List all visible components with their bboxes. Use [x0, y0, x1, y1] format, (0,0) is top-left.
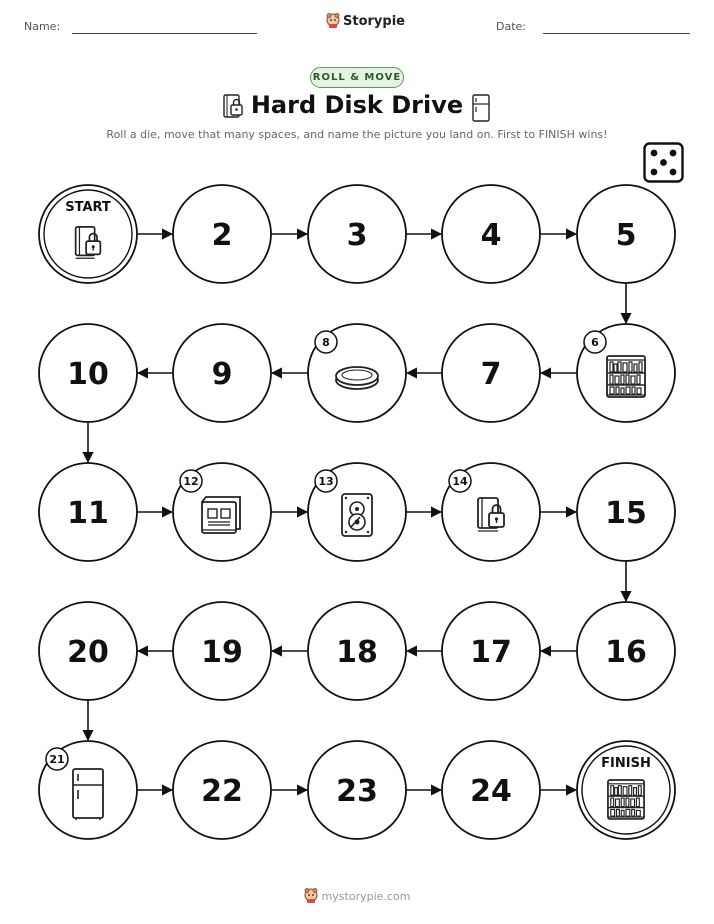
board-space-22[interactable] [173, 741, 271, 839]
board-space-13[interactable] [308, 463, 406, 561]
space-number: 22 [201, 774, 243, 809]
board-space-9[interactable] [173, 324, 271, 422]
instructions: Roll a die, move that many spaces, and name the picture you land on. First to FINISH wins! [106, 128, 608, 141]
board-space-11[interactable] [39, 463, 137, 561]
space-number-badge [315, 470, 337, 492]
board-space-19[interactable] [173, 602, 271, 700]
board-space-7[interactable] [442, 324, 540, 422]
disk-platter-icon [336, 367, 378, 389]
board-space-20[interactable] [39, 602, 137, 700]
board-space-21[interactable] [39, 741, 137, 839]
board-space-18[interactable] [308, 602, 406, 700]
space-number: 3 [346, 218, 368, 253]
space-label: START [65, 200, 111, 215]
space-number: 4 [480, 218, 502, 253]
open-book-icon [202, 497, 240, 533]
space-number: 7 [480, 357, 502, 392]
name-label: Name: [24, 20, 61, 33]
space-number: 19 [201, 635, 243, 670]
space-number: 20 [67, 635, 109, 670]
space-number: 17 [470, 635, 512, 670]
board-space-24[interactable] [442, 741, 540, 839]
bookshelf-icon [607, 356, 645, 397]
brand-name: Storypie [343, 13, 405, 29]
badge-number: 14 [452, 475, 468, 488]
board-space-14[interactable] [442, 463, 540, 561]
board-space-12[interactable] [173, 463, 271, 561]
space-number: 10 [67, 357, 109, 392]
space-number: 16 [605, 635, 647, 670]
space-number: 2 [211, 218, 233, 253]
date-label: Date: [496, 20, 526, 33]
space-number-badge [315, 331, 337, 353]
badge-number: 6 [591, 336, 599, 349]
footer [0, 888, 714, 904]
space-number: 5 [615, 218, 637, 253]
hard-disk-drive-icon [342, 494, 372, 536]
board-space-17[interactable] [442, 602, 540, 700]
board-space-10[interactable] [39, 324, 137, 422]
game-type-badge: ROLL & MOVE [310, 67, 404, 88]
board-space-6[interactable] [577, 324, 675, 422]
board-space-8[interactable] [308, 324, 406, 422]
space-number: 18 [336, 635, 378, 670]
space-number-badge [180, 470, 202, 492]
board-space-16[interactable] [577, 602, 675, 700]
space-number: 11 [67, 496, 109, 531]
board-space-23[interactable] [308, 741, 406, 839]
space-number: 23 [336, 774, 378, 809]
badge-number: 8 [322, 336, 330, 349]
space-number-badge [46, 748, 68, 770]
footer-url[interactable]: mystorypie.com [321, 889, 411, 903]
board-space-4[interactable] [442, 185, 540, 283]
storypie-mascot-icon [304, 888, 318, 904]
board-space-2[interactable] [173, 185, 271, 283]
page-title: Hard Disk Drive [250, 91, 464, 119]
board-space-1[interactable] [39, 185, 137, 283]
board-space-25[interactable] [577, 741, 675, 839]
badge-number: 12 [183, 475, 199, 488]
space-number-badge [449, 470, 471, 492]
board-space-5[interactable] [577, 185, 675, 283]
badge-number: 13 [318, 475, 334, 488]
board-space-15[interactable] [577, 463, 675, 561]
badge-number: 21 [49, 753, 65, 766]
board-space-3[interactable] [308, 185, 406, 283]
space-number: 9 [211, 357, 233, 392]
bookshelf-icon [608, 780, 644, 819]
space-number: 15 [605, 496, 647, 531]
space-number: 24 [470, 774, 512, 809]
space-label: FINISH [601, 756, 651, 771]
space-number-badge [584, 331, 606, 353]
refrigerator-icon [73, 769, 103, 820]
